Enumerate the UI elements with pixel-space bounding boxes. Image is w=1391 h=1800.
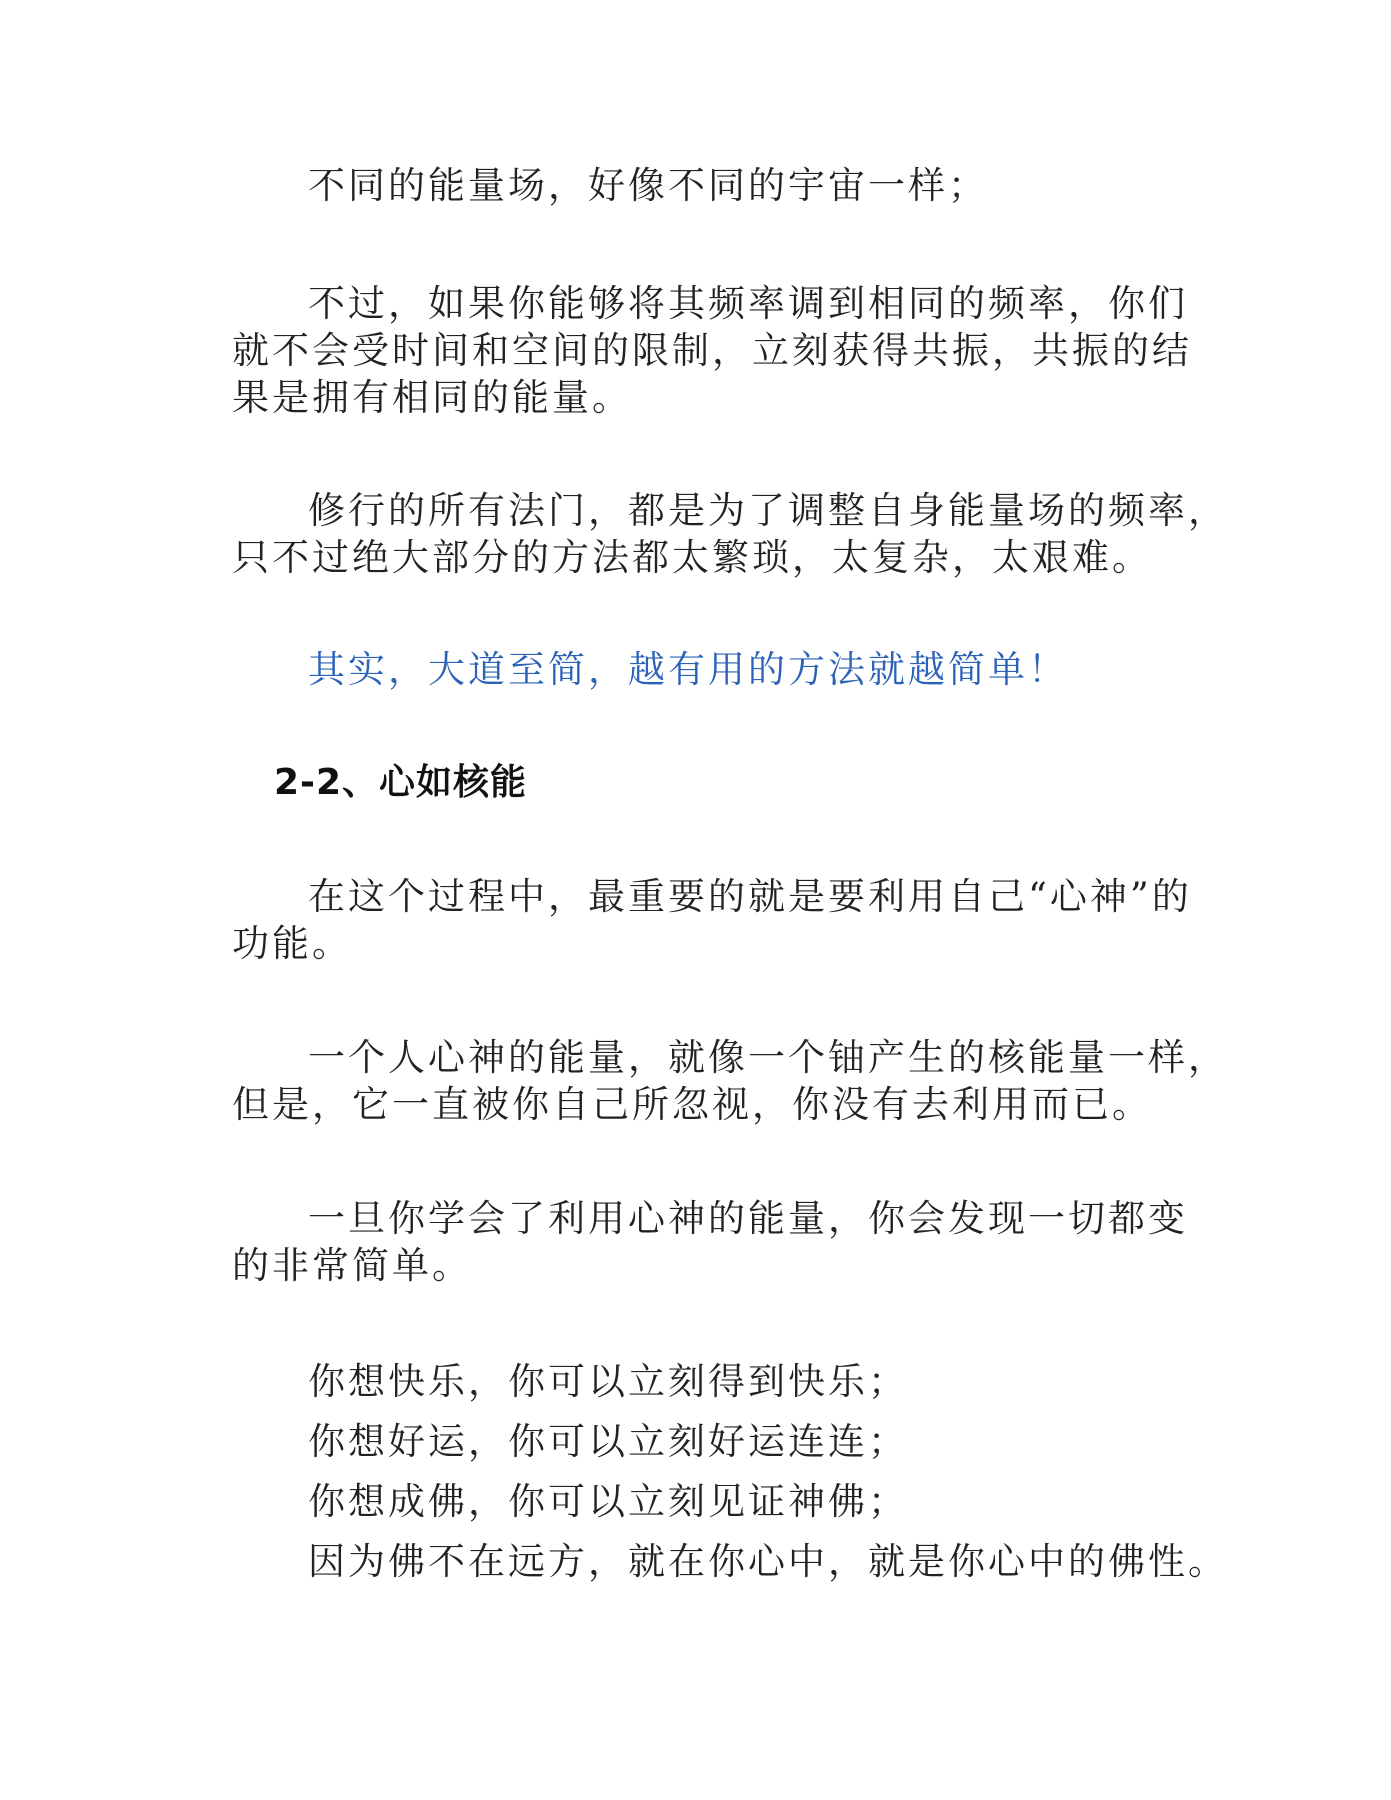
highlight-paragraph: [232, 646, 1152, 693]
verse-line: 你想好运，你可以立刻好运连连；: [308, 1420, 908, 1463]
paragraph-line: 只不过绝大部分的方法都太繁琐，太复杂，太艰难。: [232, 536, 1152, 579]
paragraph-line: 不过，如果你能够将其频率调到相同的频率，你们: [308, 282, 1188, 325]
verse-list: [308, 1352, 1228, 1592]
paragraph-3: [232, 487, 1228, 581]
paragraph-line: 不同的能量场，好像不同的宇宙一样；: [308, 164, 988, 207]
paragraph-2: [232, 280, 1192, 421]
paragraph-line: 一个人心神的能量，就像一个铀产生的核能量一样，: [308, 1036, 1228, 1079]
highlight-line: 其实，大道至简，越有用的方法就越简单！: [308, 648, 1068, 691]
paragraph-line: 但是，它一直被你自己所忽视，你没有去利用而已。: [232, 1083, 1152, 1126]
paragraph-line: 的非常简单。: [232, 1244, 472, 1287]
paragraph-line: 一旦你学会了利用心神的能量，你会发现一切都变: [308, 1197, 1188, 1240]
paragraph-7: [232, 1195, 1188, 1289]
section-heading: 2-2、心如核能: [274, 762, 528, 803]
paragraph-line: 在这个过程中，最重要的就是要利用自己“心神”的: [308, 875, 1192, 918]
paragraph-line: 果是拥有相同的能量。: [232, 376, 632, 419]
paragraph-line: 修行的所有法门，都是为了调整自身能量场的频率，: [308, 489, 1228, 532]
verse-line: 你想成佛，你可以立刻见证神佛；: [308, 1480, 908, 1523]
paragraph-line: 就不会受时间和空间的限制，立刻获得共振，共振的结: [232, 329, 1192, 372]
paragraph-5: [232, 873, 1192, 967]
paragraph-1: [232, 162, 1152, 209]
paragraph-line: 功能。: [232, 922, 352, 965]
verse-line: 因为佛不在远方，就在你心中，就是你心中的佛性。: [308, 1540, 1228, 1583]
paragraph-6: [232, 1034, 1228, 1128]
verse-line: 你想快乐，你可以立刻得到快乐；: [308, 1360, 908, 1403]
